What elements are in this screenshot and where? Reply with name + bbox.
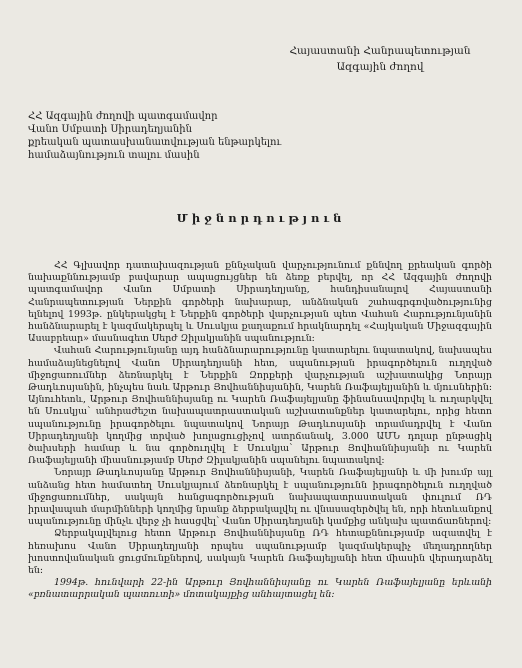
addressee-line: Հայաստանի Հանրապետության — [289, 45, 471, 57]
subject-line: քրեական պատասխանատվության ենթարկելու — [28, 137, 282, 148]
addressee-line: Ազգային ժողով — [336, 61, 424, 73]
body-paragraph: Ձերբակալվելուց հետո Արթուր Յովհաննիսյանը ՌԴ հետաքննությամբ ազատվել է հեռախոս Վանո Սիրադեղյանի որպես սպանությամբ կազմակերպիչ մեղադրողներ խոստովանական ցուցմունքներով, սակայն Կարեն Ռաֆայելյանի հետ միասին վերադարձել են: — [28, 528, 492, 577]
body-paragraph: Նորայր Թադևոսյանը Արթուր Յովհաննիսյանի, Կարեն Ռաֆայելյանի և մի խումբ այլ անձանց հետ համատեղ Սուսկյայում ձեռնարկել է սպանությունն իրագործելուն ուղղված միջոցառումներ, սակայն հանցագործության նախապատրաստական փուլում ՌԴ իրավապահ մարմինների կողմից նրանք ձերբակալվել ու վնասազերծվել են, որի հետևանքով սպանությունը մինչև վերջ չի հասցվել՝ Վանո Սիրադեղյանի կամքից անկախ պատճառներով: — [28, 467, 492, 528]
subject-line: Վանո Սմբատի Սիրադեղյանին — [28, 124, 192, 135]
body-paragraph: Վահան Հարությունյանը այդ հանձնարարությունը կատարելու նպատակով, նախապես համաձայնեցնելով Վանո Սիրադեղյանի հետ, սպանության իրագործելուն ուղղված միջոցառումներ ձեռնարկել է Ներքին Զորքերի վարչության աշխատակից Նորայր Թադևոսյանին, ինչպես նաև Արթուր Յովհաննիսյանին, Կարեն Ռաֆայելյանին և մյուսներին: Այնուհետև, Արթուր Յովհաննիսյանը ու Կարեն Ռաֆայելյանը ֆինանսավորվել և ուղարկվել են Սուսկյա՝ անհրաժեշտ նախապատրաստական աշխատանքներ կատարելու, որից հետո սպանությունը իրագործելու նպատակով Նորայր Թադևոսյանի տրամադրվել է Վանո Սիրադեղյանի կողմից տրված խոլացուցիչով ատրճանակ, 3.000 ԱՄՆ դոլար ընթացիկ ծախսերի համար և նա գործուղվել է Սուսկյա՝ Արթուր Յովհաննիսյանի ու Կարեն Ռաֆայելյանի միասնությամբ Սերժ Զիլակյանին սպանելու նպատակով: — [28, 345, 492, 467]
subject-block — [28, 110, 328, 162]
body-paragraph-last: 1994թ. հունվարի 22-ին Արթուր Յովհաննիսյանը ու Կարեն Ռաֆայելյանը երևանի «բռնատարրական պատուտի» մոտակայքից անհայտացել են: — [28, 577, 492, 601]
addressee-block — [270, 43, 490, 75]
subject-line: համաձայնություն տալու մասին — [28, 150, 200, 161]
body-paragraph: ՀՀ Գլխավոր դատախազության քննչական վարչությունում քննվող քրեական գործի նախաքննությամբ բավարար ապացույցներ են ձեռք բերվել, որ ՀՀ Ազգային ժողովի պատգամավոր Վանո Սմբատի Սիրադեղյանը, հանդիսանալով Հայաստանի Հանրապետության Ներքին գործերի նախարար, անձնական շահագրգռվածությունից ելնելով 1993թ. ընկերակցել է Ներքին գործերի վարչության պետ Վահան Հարությունյանին հանձնարարել է կազմակերպել և Սուսկյա քաղաքում հրակնարդել «Հայկական Միջազգային Ասաբրեար» մասնագետ Սերժ Զիլակյանին սպանություն: — [28, 260, 492, 345]
document-body — [28, 260, 492, 602]
subject-line: ՀՀ Ազգային ժողովի պատգամավոր — [28, 111, 218, 122]
document-heading: Միջնորդություն — [176, 211, 346, 225]
